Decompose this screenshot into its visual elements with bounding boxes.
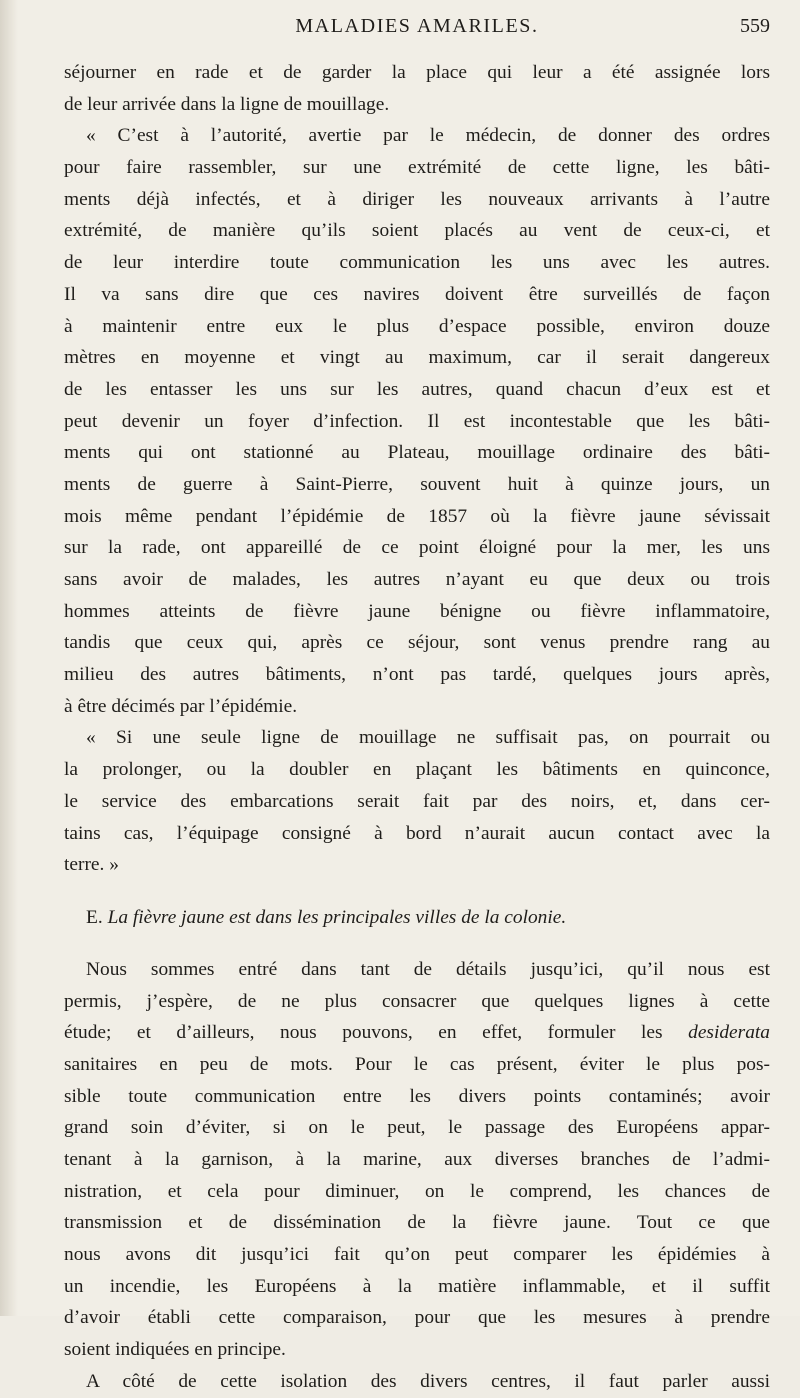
text-line: ments de guerre à Saint-Pierre, souvent huit à quinze jours, un [64,473,770,495]
text-line: transmission et de dissémination de la fièvre jaune. Tout ce que [64,1212,770,1234]
text-line: un incendie, les Européens à la matière inflammable, et il suffit [64,1275,770,1297]
text-line: sans avoir de malades, les autres n’ayant eu que deux ou trois [64,569,770,590]
text-line: ments déjà infectés, et à diriger les nouveaux arrivants à l’autre [64,188,770,210]
text-line: ments qui ont stationné au Plateau, mouillage ordinaire des bâti- [64,442,770,464]
text-line: mètres en moyenne et vingt au maximum, car il serait dangereux [64,347,770,369]
text-line: nous avons dit jusqu’ici fait qu’on peut comparer les épidémies à [64,1244,770,1266]
page-header [64,10,770,46]
text-line: pour faire rassembler, sur une extrémité de cette ligne, les bâti- [64,157,770,179]
text-run: étude; et d’ailleurs, nous pouvons, en effet, formuler les [64,1022,689,1044]
text-line: « C’est à l’autorité, avertie par le médecin, de donner des ordres [86,125,770,147]
text-line: de les entasser les uns sur les autres, quand chacun d’eux est et [64,378,770,400]
text-line: la prolonger, ou la doubler en plaçant les bâtiments en quinconce, [64,759,770,781]
running-title: MALADIES AMARILES. [295,15,539,37]
text-line: Nous sommes entré dans tant de détails jusqu’ici, qu’il nous est [86,958,770,980]
text-line [64,1017,770,1049]
text-line: sur la rade, ont appareillé de ce point éloigné pour la mer, les uns [64,537,770,559]
text-line: d’avoir établi cette comparaison, pour que les mesures à prendre [64,1307,770,1329]
text-line: peut devenir un foyer d’infection. Il est incontestable que les bâti- [64,410,770,432]
text-line: sanitaires en peu de mots. Pour le cas présent, éviter le plus pos- [64,1053,770,1075]
page-body [64,57,770,1398]
section-spacer [64,881,770,901]
text-line: terre. » [64,854,119,876]
text-line: milieu des autres bâtiments, n’ont pas tardé, quelques jours après, [64,664,770,686]
text-line: A côté de cette isolation des divers centres, il faut parler aussi [86,1370,770,1392]
text-line: tains cas, l’équipage consigné à bord n’aurait aucun contact avec la [64,822,770,844]
text-line: sible toute communication entre les divers points contaminés; avoir [64,1085,770,1107]
text-line: de leur interdire toute communication les uns avec les autres. [64,252,770,274]
text-line: mois même pendant l’épidémie de 1857 où la fièvre jaune sévissait [64,505,770,527]
text-line: hommes atteints de fièvre jaune bénigne ou fièvre inflammatoire, [64,600,770,622]
page-number: 559 [740,15,770,37]
text-line: de leur arrivée dans la ligne de mouillage. [64,93,390,115]
text-line: Il va sans dire que ces navires doivent être surveillés de façon [64,283,770,305]
text-line: soient indiquées en principe. [64,1339,286,1361]
section-label: E. [86,906,103,928]
text-line: permis, j’espère, de ne plus consacrer que quelques lignes à cette [64,990,770,1012]
page-gutter-shadow [0,0,18,1316]
section-heading [64,901,770,934]
text-line: tenant à la garnison, à la marine, aux diverses branches de l’admi- [64,1149,770,1170]
section-spacer [64,934,770,954]
text-line: extrémité, de manière qu’ils soient placés au vent de ceux-ci, et [64,220,770,242]
text-line: à être décimés par l’épidémie. [64,695,298,717]
italic-term-desiderata: desiderata [688,1022,770,1044]
text-line: séjourner en rade et de garder la place qui leur a été assignée lors [64,62,770,83]
text-line: nistration, et cela pour diminuer, on le comprend, les chances de [64,1180,770,1202]
text-line: le service des embarcations serait fait par des noirs, et, dans cer- [64,790,770,812]
text-line: grand soin d’éviter, si on le peut, le passage des Européens appar- [64,1117,770,1139]
text-line: tandis que ceux qui, après ce séjour, sont venus prendre rang au [64,632,770,654]
section-title: La fièvre jaune est dans les principales villes de la colonie. [107,906,567,928]
text-line: à maintenir entre eux le plus d’espace possible, environ douze [64,315,770,337]
text-line: « Si une seule ligne de mouillage ne suffisait pas, on pourrait ou [86,727,770,749]
